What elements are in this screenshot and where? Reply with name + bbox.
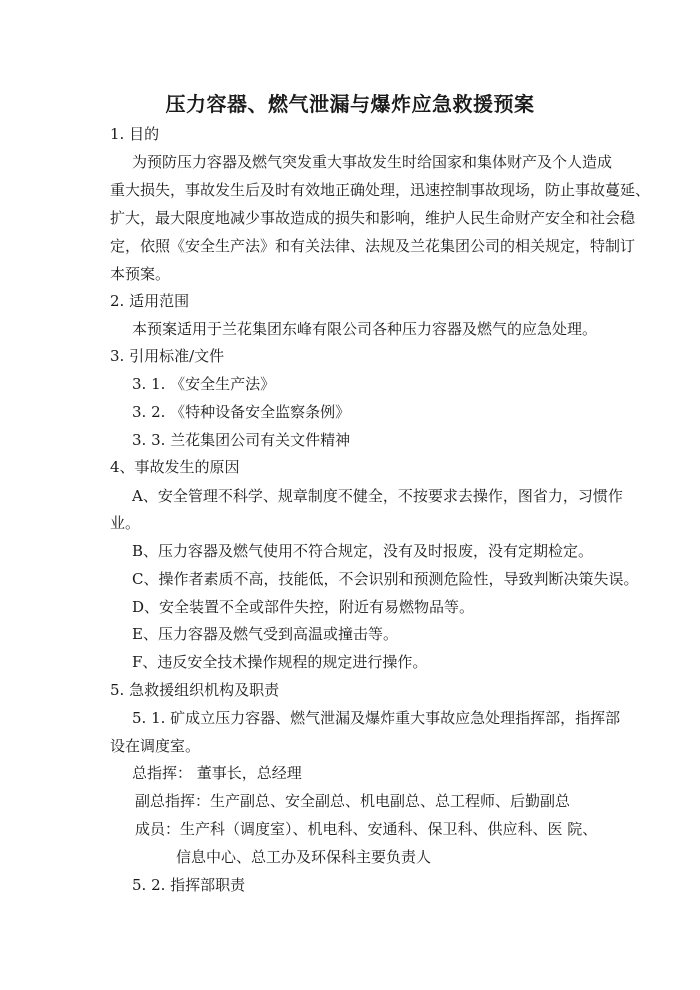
section-4-heading: 4、事故发生的原因 [110, 458, 240, 476]
item-5-1-line: 5. 1. 矿成立压力容器、燃气泄漏及爆炸重大事故应急处理指挥部，指挥部 [132, 709, 621, 727]
deputy-commander-line: 副总指挥：生产副总、安全副总、机电副总、总工程师、后勤副总 [135, 792, 571, 810]
commander-line: 总指挥： 董事长，总经理 [132, 764, 302, 782]
section-2-text: 本预案适用于兰花集团东峰有限公司各种压力容器及燃气的应急处理。 [132, 320, 598, 338]
section-5-heading: 5. 急救援组织机构及职责 [110, 681, 280, 699]
section-1-line: 本预案。 [110, 265, 171, 283]
item-5-2: 5. 2. 指挥部职责 [132, 876, 246, 894]
section-2-heading: 2. 适用范围 [110, 292, 190, 310]
section-3-item: 3. 1. 《安全生产法》 [132, 375, 276, 393]
cause-a-line: A、安全管理不科学、规章制度不健全，不按要求去操作，图省力，习惯作 [132, 487, 623, 505]
cause-e: E、压力容器及燃气受到高温或撞击等。 [132, 625, 398, 643]
cause-d: D、安全装置不全或部件失控，附近有易燃物品等。 [132, 598, 475, 616]
cause-b: B、压力容器及燃气使用不符合规定，没有及时报废，没有定期检定。 [132, 542, 594, 560]
cause-c: C、操作者素质不高，技能低，不会识别和预测危险性，导致判断决策失误。 [132, 570, 639, 588]
cause-a-line: 业。 [110, 514, 141, 532]
section-3-item: 3. 2. 《特种设备安全监察条例》 [132, 403, 351, 421]
section-1-heading: 1. 目的 [110, 125, 160, 143]
section-1-line: 为预防压力容器及燃气突发重大事故发生时给国家和集体财产及个人造成 [132, 153, 613, 171]
section-1-line: 扩大，最大限度地减少事故造成的损失和影响，维护人民生命财产安全和社会稳 [110, 209, 636, 227]
members-line: 信息中心、总工办及环保科主要负责人 [176, 848, 432, 866]
section-3-heading: 3. 引用标准/文件 [110, 347, 225, 365]
section-1-line: 定，依照《安全生产法》和有关法律、法规及兰花集团公司的相关规定，特制订 [110, 237, 636, 255]
cause-f: F、违反安全技术操作规程的规定进行操作。 [132, 653, 428, 671]
document-title: 压力容器、燃气泄漏与爆炸应急救援预案 [165, 92, 535, 116]
section-3-item: 3. 3. 兰花集团公司有关文件精神 [132, 431, 351, 449]
section-1-line: 重大损失，事故发生后及时有效地正确处理，迅速控制事故现场，防止事故蔓延、 [110, 181, 651, 199]
item-5-1-line: 设在调度室。 [110, 737, 201, 755]
members-line: 成员：生产科（调度室）、机电科、安通科、保卫科、供应科、医 院、 [135, 820, 598, 838]
